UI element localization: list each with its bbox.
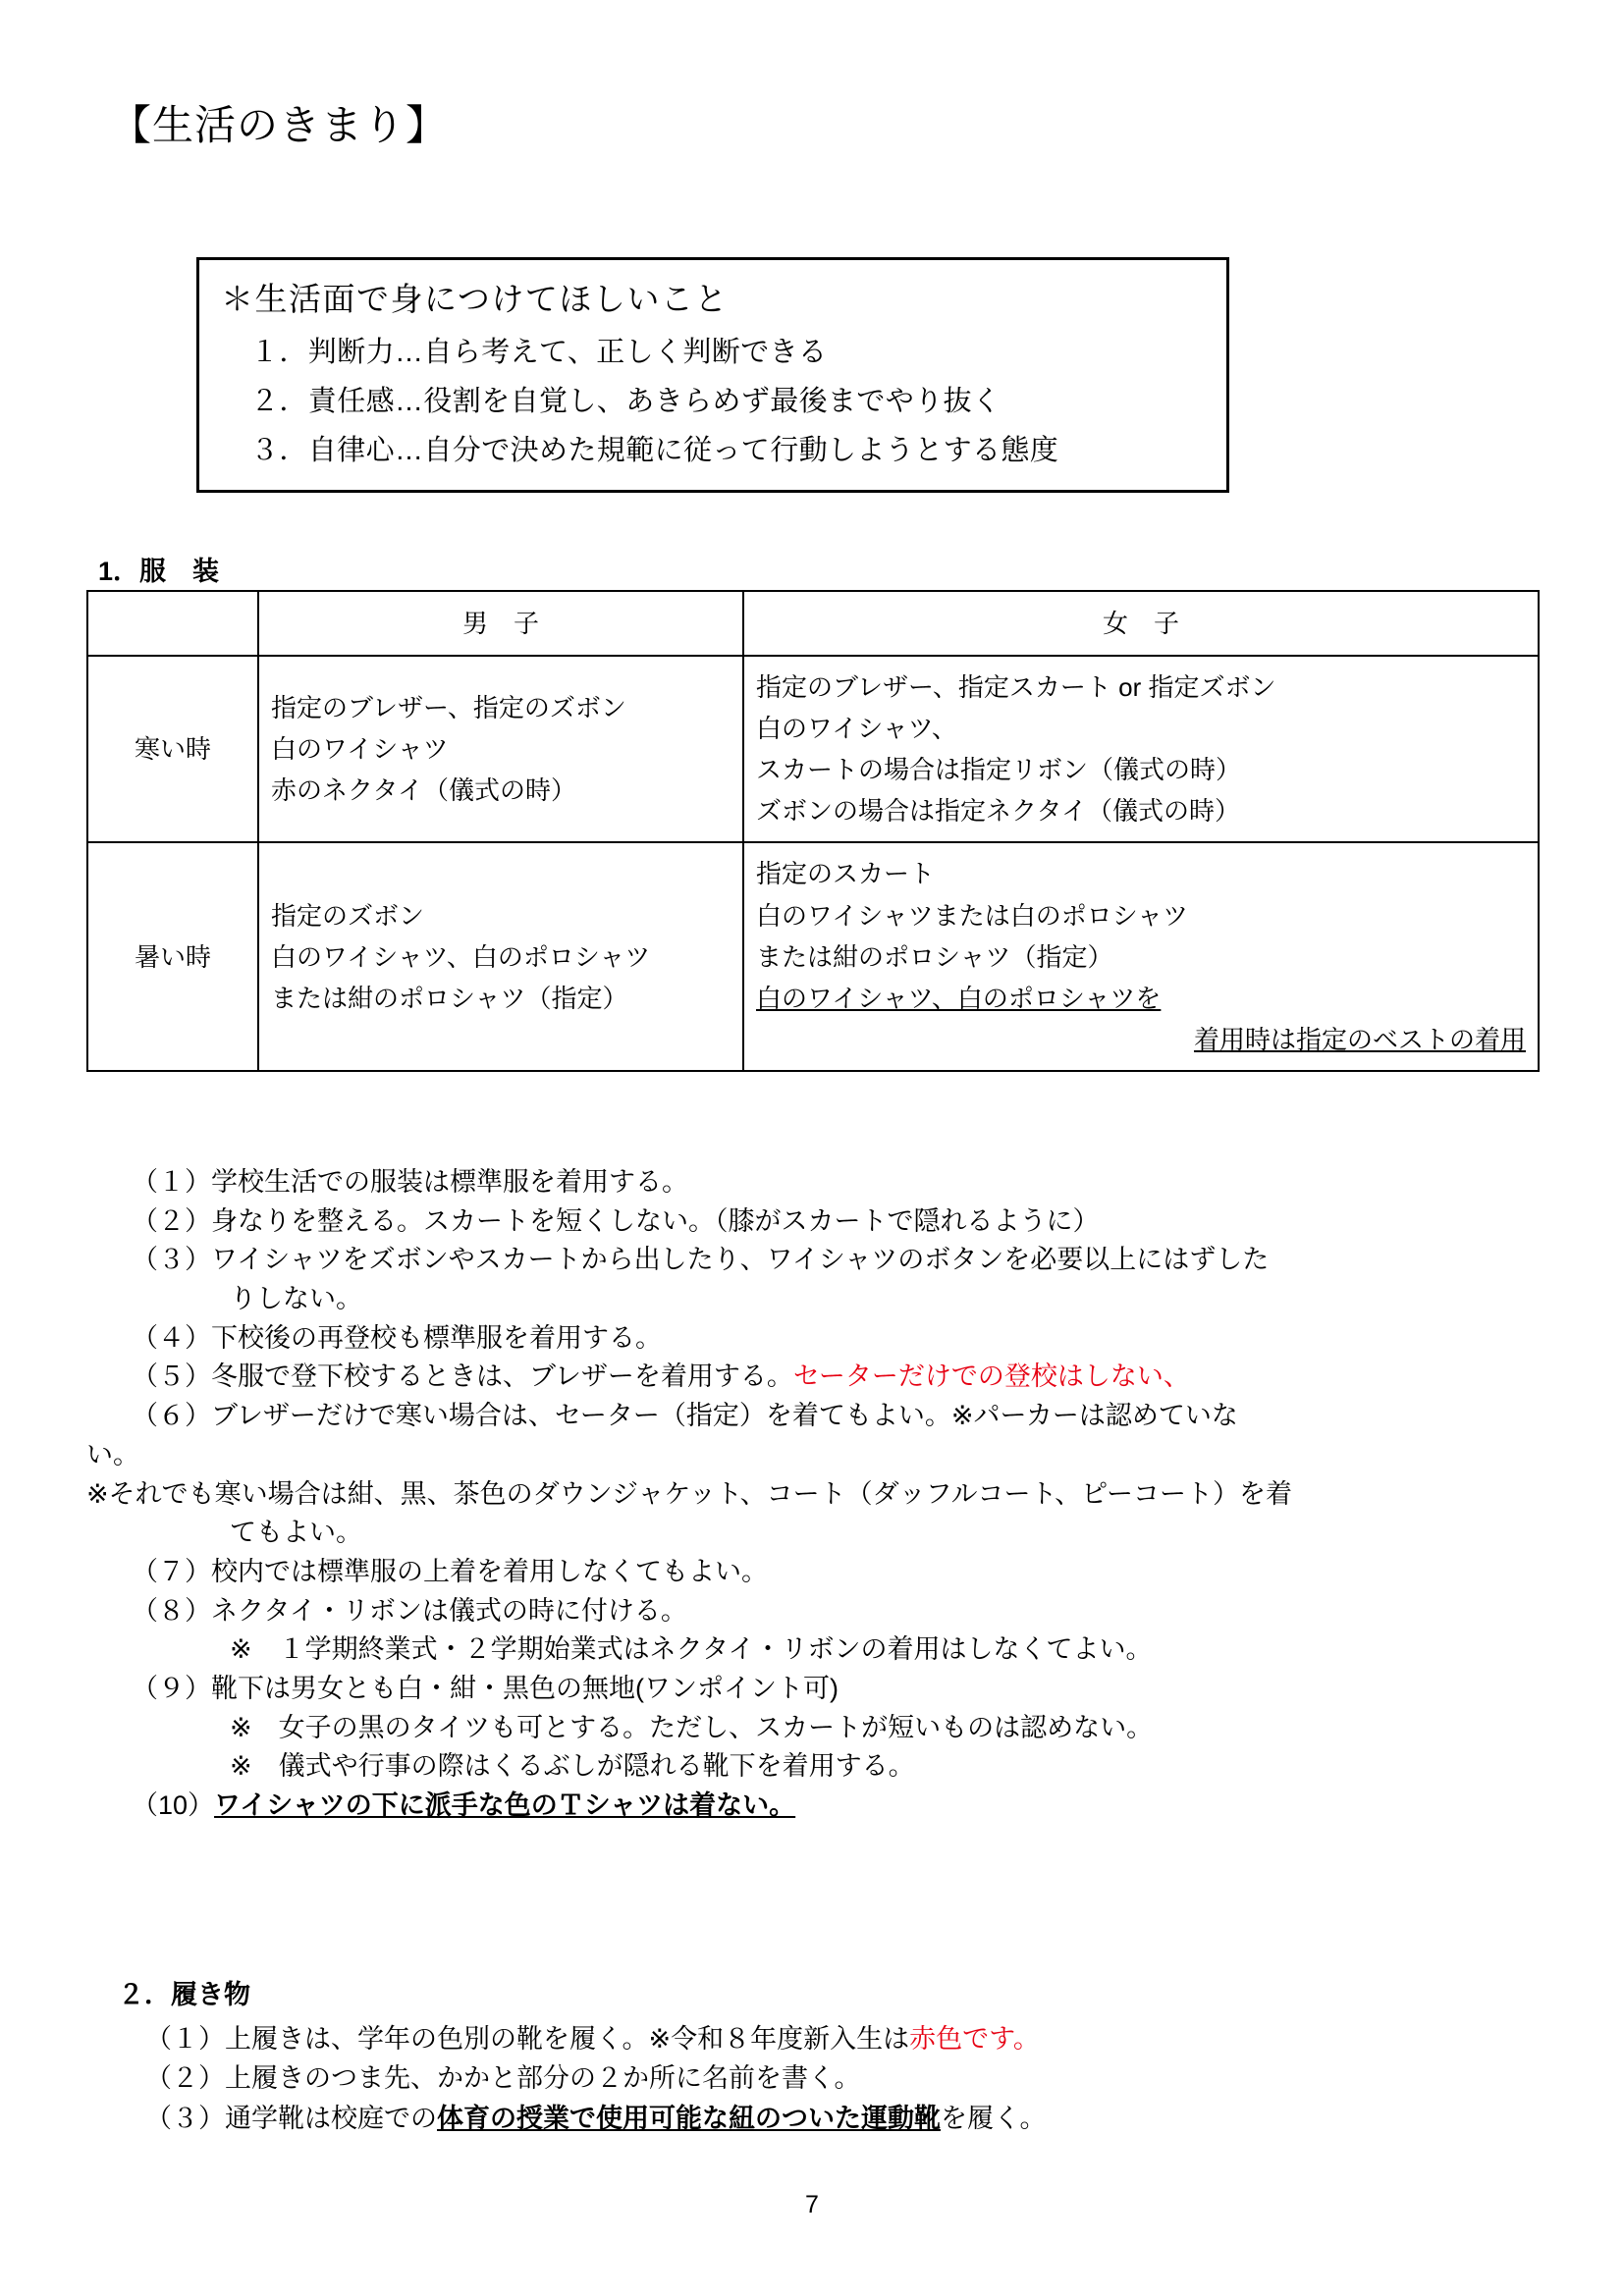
cell-line: 白のワイシャツ、 [756,714,957,744]
cell-cold-boys [258,656,743,842]
cell-line-underlined: 白のワイシャツ、白のポロシャツを [756,983,1162,1013]
cell-line: または紺のポロシャツ（指定） [271,983,628,1013]
row-label-hot: 暑い時 [87,842,258,1071]
rule-item-9: （９）靴下は男女とも白・紺・黒色の無地(ワンポイント可) [132,1673,839,1703]
table-row [87,656,1539,842]
rule-item-5-text: （５）冬服で登下校するときは、ブレザーを着用する。 [132,1362,793,1392]
rule-item-6-line2: い。 [86,1439,139,1469]
cell-line: 指定のスカート [756,859,936,889]
goals-box-heading: ＊生活面で身につけてほしいこと [221,281,729,317]
rule-item-6-line1: （６）ブレザーだけで寒い場合は、セーター（指定）を着てもよい。※パーカーは認めていな [132,1401,1238,1431]
goals-box [196,257,1229,493]
cell-line: 白のワイシャツ、白のポロシャツ [271,941,651,972]
cell-line: 白のワイシャツまたは白のポロシャツ [756,900,1189,931]
cell-line: 指定のブレザー、指定のズボン [271,693,626,723]
table-header-boys: 男 子 [258,591,743,656]
rule-item-1: （１）学校生活での服装は標準服を着用する。 [132,1167,688,1197]
cell-line: 指定のズボン [271,900,425,931]
rule-item-5-warning: セーターだけでの登校はしない、 [792,1362,1190,1392]
page-number: 7 [805,2191,819,2218]
cell-line: 赤のネクタイ（儀式の時） [271,775,576,806]
cell-hot-girls [743,842,1539,1071]
rule-item-3-line2: りしない。 [230,1284,362,1314]
page-title: 【生活のきまり】 [110,102,449,148]
rule-item-9-note-2: ※ 儀式や行事の際はくるぶしが隠れる靴下を着用する。 [230,1751,915,1782]
goal-item-1: １．判断力…自ら考えて、正しく判断できる [250,337,828,368]
rule-item-7: （７）校内では標準服の上着を着用しなくてもよい。 [132,1556,768,1586]
rule-item-10-text: ワイシャツの下に派手な色のＴシャツは着ない。 [214,1790,796,1820]
rule-item-2: （２）身なりを整える。スカートを短くしない。（膝がスカートで隠れるように） [132,1205,1100,1236]
cell-hot-boys [258,842,743,1071]
table-header-row [87,591,1539,656]
rule-item-4: （４）下校後の再登校も標準服を着用する。 [132,1322,662,1353]
section-2 [118,1975,1542,2138]
cell-line: 指定のブレザー、指定スカート or 指定ズボン [756,672,1276,702]
clothing-table [86,590,1540,1072]
footwear-item-1 [118,2019,1542,2059]
section-2-heading: ２．履き物 [118,1980,250,2009]
cell-line: 白のワイシャツ [271,734,449,765]
rule-item-10-number: （10） [132,1790,215,1820]
footwear-item-1-highlight: 赤色です。 [909,2023,1040,2054]
table-header-girls: 女 子 [743,591,1539,656]
rule-item-6-note-line1: ※それでも寒い場合は紺、黒、茶色のダウンジャケット、コート（ダッフルコート、ピーコート）を着 [86,1478,1293,1509]
table-row [87,842,1539,1071]
clothing-rules-list [86,1163,1540,1826]
rule-item-8-note: ※ １学期終業式・２学期始業式はネクタイ・リボンの着用はしなくてよい。 [230,1634,1153,1665]
rule-item-5 [86,1358,1540,1397]
rule-item-6-note-line2: てもよい。 [230,1518,362,1548]
footwear-item-2-text: （２）上履きのつま先、かかと部分の２か所に名前を書く。 [145,2063,861,2093]
footwear-item-2 [118,2058,1542,2099]
goal-item-3: ３．自律心…自分で決めた規範に従って行動しようとする態度 [250,435,1059,466]
cell-cold-girls [743,656,1539,842]
cell-line-underlined: 着用時は指定のベストの着用 [1193,1024,1526,1054]
footwear-item-3-suffix: を履く。 [941,2103,1047,2133]
goal-item-2: ２．責任感…役割を自覚し、あきらめず最後までやり抜く [250,386,1001,417]
footwear-item-3-underlined: 体育の授業で使用可能な紐のついた運動靴 [437,2103,941,2133]
cell-line: または紺のポロシャツ（指定） [756,941,1113,972]
footwear-item-3-prefix: （３）通学靴は校庭での [145,2103,437,2133]
rule-item-8: （８）ネクタイ・リボンは儀式の時に付ける。 [132,1595,687,1626]
footwear-item-3 [118,2099,1542,2139]
table-header-blank [87,591,258,656]
rule-item-3-line1: （３）ワイシャツをズボンやスカートから出したり、ワイシャツのボタンを必要以上にはずした [132,1245,1270,1275]
cell-line: スカートの場合は指定リボン（儀式の時） [756,755,1242,785]
rule-item-10 [86,1787,1540,1826]
rule-item-9-note-1: ※ 女子の黒のタイツも可とする。ただし、スカートが短いものは認めない。 [230,1712,1154,1742]
row-label-cold: 寒い時 [87,656,258,842]
cell-line: ズボンの場合は指定ネクタイ（儀式の時） [756,796,1240,827]
section-1-heading: 1．服 装 [98,557,220,586]
footwear-item-1-text: （１）上履きは、学年の色別の靴を履く。※令和８年度新入生は [145,2023,910,2054]
